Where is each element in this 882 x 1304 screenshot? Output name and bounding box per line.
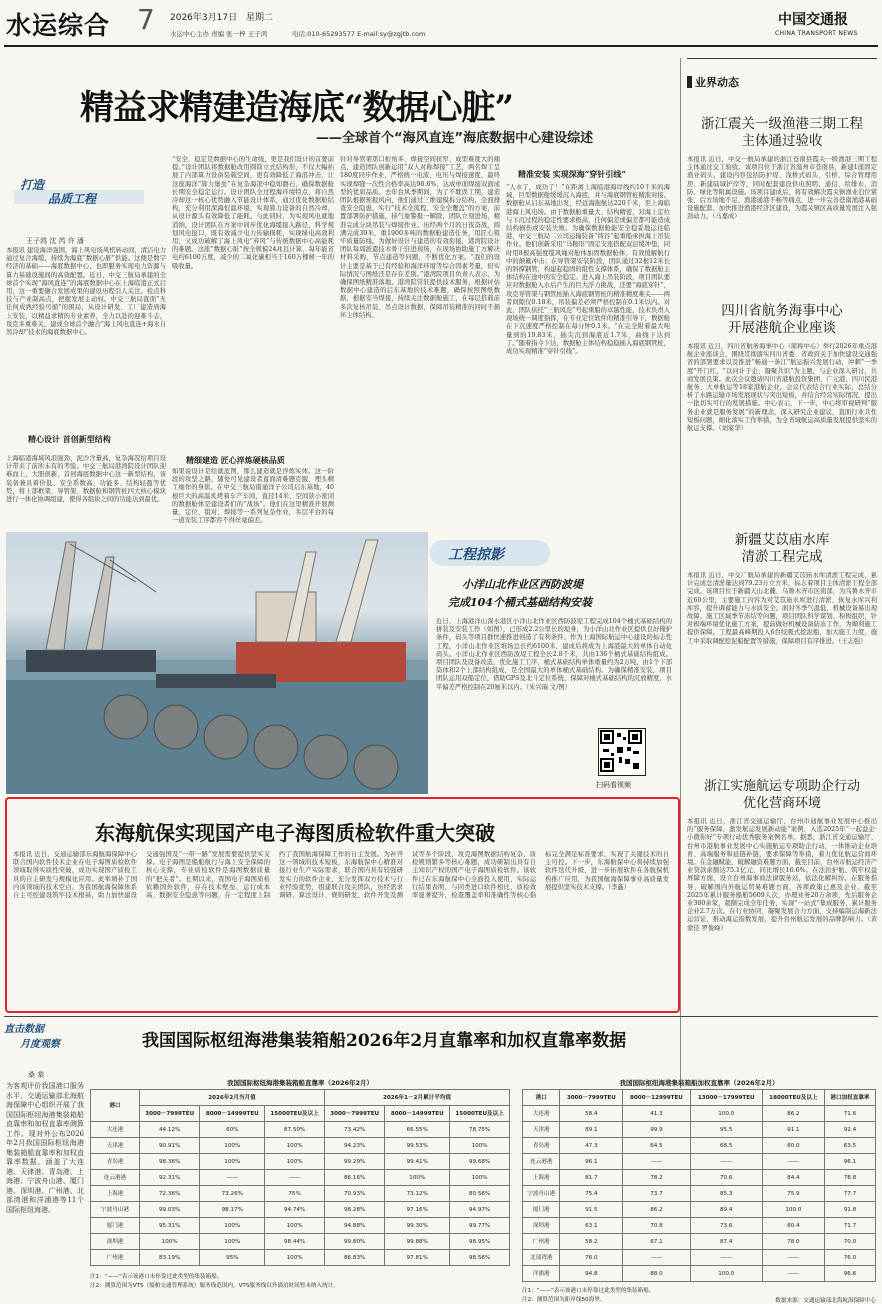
rail-heading: 业界动态 [695, 76, 739, 89]
highlight-article [5, 797, 680, 1013]
table-cell: 厦门港 [91, 1218, 140, 1234]
table-cell: 上海港 [91, 1186, 140, 1202]
table-cell: 100.0 [762, 1202, 824, 1218]
table-cell: 96.1 [560, 1154, 623, 1170]
feature-banner-text: 工程掠影 [448, 547, 504, 563]
table-cell: 100% [200, 1234, 265, 1250]
table-cell: 78.8 [824, 1170, 875, 1186]
table-cell: 75.9 [762, 1186, 824, 1202]
table-cell: 97.81% [385, 1250, 450, 1266]
stats-badge-line1: 直击数据 [4, 1024, 44, 1035]
table-cell: 70.6 [690, 1170, 762, 1186]
table2 [522, 1089, 876, 1282]
contact-line: 电话:010-65293577 E-mail:sy@zgjtb.com [292, 30, 426, 38]
table-row [523, 1202, 876, 1218]
table-cell: 92.31% [140, 1170, 200, 1186]
table-cell: 70.8 [623, 1218, 690, 1234]
table1-sub-header: 8000－14999TEU [385, 1106, 450, 1122]
table-cell: 96.1 [824, 1154, 875, 1170]
feature-body-cont [436, 718, 596, 788]
table-cell: 72.36% [140, 1186, 200, 1202]
table2-header: 港口加权直靠率 [824, 1090, 875, 1106]
stats-badge-line2: 月度观察 [20, 1039, 60, 1050]
table-cell: 100% [200, 1218, 265, 1234]
table-cell: 天津港 [91, 1138, 140, 1154]
lead-subhead-4: 精准安装 实现深海“穿针引线” [518, 169, 626, 179]
lead-subhead-1: 精心设计 首创新型结构 [28, 434, 111, 444]
table-cell: 95% [200, 1250, 265, 1266]
table-cell: 北部湾港 [523, 1250, 560, 1266]
table-cell: 98.95% [450, 1234, 510, 1250]
table-cell: 98.17% [200, 1202, 265, 1218]
section-title: 水运综合 [6, 11, 111, 40]
table-cell: 深圳港 [91, 1234, 140, 1250]
news-title-line1: 四川省航务海事中心 [721, 303, 843, 319]
table-cell: 100% [265, 1154, 325, 1170]
lead-column-3: 针对导管架第口桁角多、焊接空间狭窄、成型难度大的痛点，建造团队创新运用“双人对称焊接”工艺，两名焊工呈180度同步作业，严格统一电流、电压与焊接速度，最终实现焊缝一次性合格率高达98.6%，达成单面焊接双面成型的优质品质。去年台风季期间，为了不耽误工期，建造团队根据预报风向，他们通过三维建模拆分结构，全面排查安全隐患，实行“技术全流程、安全全覆盖”的方案，前置部署防护措施，持气象警报一解除，团队立刻进场，精准完成分块吊装与焊接作业。历经两个月的日夜奋战，圆满完成39米，重1900多吨的数据舱建造任务，用匠心筑牢质量防线。为做好设计与建造的有效衔接，港湾院设计团队每周派遣技术骨干驻进现场，在现场协助施工方解决材料采购、节点建造等问题，不断优化方案。“我们的设计主要是基于已有经验和海洋环境等综合因素考量，但实际情况与图纸还是存在差别。”港湾院项目负责人表示，为确保图纸精准落地，港湾院常驻提供技术服务，根据评估数据中心建造的启东基地的技术难题，确保按照图纸数据，根据安当焊接，持续关注数据舱施工，在每层搭载前多次复核吊装、吊点设计数据，保障吊装精准的同时不损坏主体结构。 [340, 156, 500, 319]
table-cell: 99.88% [385, 1234, 450, 1250]
table-cell: 100% [265, 1218, 325, 1234]
table-cell: —— [200, 1170, 265, 1186]
table-cell: —— [762, 1266, 824, 1282]
weighted-berthing-table [522, 1078, 876, 1304]
table-cell: 73.12% [385, 1186, 450, 1202]
table-cell: 60% [200, 1122, 265, 1138]
table-cell: 76.0 [824, 1250, 875, 1266]
table-cell: 41.3 [623, 1106, 690, 1122]
table-cell: 87.50% [265, 1122, 325, 1138]
table-cell: 98.44% [265, 1234, 325, 1250]
table-cell: 91.1 [762, 1122, 824, 1138]
table-cell: 63.5 [824, 1138, 875, 1154]
table-cell: 99.80% [324, 1234, 384, 1250]
table-cell: 80.56% [450, 1186, 510, 1202]
highlight-columns: 本报讯 近日，交通运输部东海航海保障中心联合国内软件技术企业在电子海图质检软件领域取得实质性突破，成功实现国产质检工具的自主研发与规模化应用。此举填补了国内该领域的技术空白，为我国航海保障体系自主可控建设筑牢技术根基，助力加快建设交通强国及“一带一路”发展需要提供坚实支撑。电子海图是船舶航行与海上安全保障的核心支撑，专业质检软件是海图数据质量的“把关者”。长期以来，我国电子海图质检依赖国外软件，存在技术壁垒、运行成本高、数据安全隐患等问题，在一定程度上制约了我国航海保障工作的自主发展。为补齐这一领域的技术短板，东海航保中心精准对接行业生产实际需求，联合国内具有较强研发实力的软件企业，充分发挥双方技术与行业经验优势，组建联合攻关团队，历经需求调研、算法设计、规则研发、软件开发及测试等多个阶段，攻克海图数据结构复杂、质检规则繁多等核心难题，成功研制出具有自主知识产权的国产电子海图质检软件。该软件已在东海航保中心全面投入使用，实际运行结果表明，与同类进口软件相比，质检效率显著提升，检查覆盖率和准确性等核心指标完全满足标准要求，实现了关键技术的自主可控。下一步，东海航保中心将持续加强软件迭代升级，进一步拓展软件在各航保机构推广应用，为我国航海保障事业高质量发展提供坚实技术支撑。（李鑫） [13, 851, 669, 900]
byline: 王子鸿 沈 芮 许 潘 [26, 237, 84, 245]
table-cell: 44.12% [140, 1122, 200, 1138]
table-cell: 98.36% [140, 1154, 200, 1170]
table-cell: 98.56% [450, 1250, 510, 1266]
news-body: 本报讯 近日，中交广航局承建的新疆艾苡庙水库清淤工程完成，累计完成总清淤量达到79.23万立方米，标志着项目主体清淤工程全部完成。该项目位于新疆天山北麓、乌鲁木齐市区南部，为乌鲁木齐市近60公里，主要施工内容为对艾苡庙水库进行清淤、恢复水库兴利库容，提升调蓄能力与水质安全。面对冬季气温低、机械设备易出现故障、施工区域季节冻结等问题，项目团队科学谋划、积极组织，针对极端环境优化施工方案，提前做好机械设备防冻工作，为顺利施工提供保障。工程最高峰期投入6台绞吸式挖泥船，加大施工力度，施工中采取调配挖泥船配置等措施，保障项目有序推进。（王志强） [687, 572, 877, 645]
table-cell: 67.1 [623, 1234, 690, 1250]
news-title-line2: 开展港航企业座谈 [728, 320, 836, 336]
table-cell: 78.0 [762, 1234, 824, 1250]
table2-note1: 注1：“——”表示该港口未停靠过此类型的集装箱船。 [522, 1288, 655, 1294]
table-cell: 75% [265, 1186, 325, 1202]
rail-heading-marker [687, 76, 692, 88]
table-row [91, 1250, 510, 1266]
table-cell: 95.5 [690, 1122, 762, 1138]
kicker-line2: 品质工程 [48, 192, 97, 206]
table-cell: 天津港 [523, 1122, 560, 1138]
table-cell: 70.93% [324, 1186, 384, 1202]
page-number: 7 [137, 3, 155, 36]
table-cell: 96.6 [824, 1266, 875, 1282]
table-row [523, 1218, 876, 1234]
table2-note2: 注2：测算范围为距岸线50海里。 [522, 1297, 606, 1303]
direct-berthing-table [90, 1078, 510, 1289]
table-row [523, 1122, 876, 1138]
kicker-badge [14, 176, 144, 216]
table-cell: 89.4 [690, 1202, 762, 1218]
table-cell: 63.1 [560, 1218, 623, 1234]
table-cell: 99.41% [385, 1154, 450, 1170]
photo-feature [6, 532, 676, 794]
news-title-line1: 新疆艾苡庙水库 [734, 532, 830, 548]
table-cell: 99.9 [623, 1122, 690, 1138]
table-cell: 88.0 [623, 1266, 690, 1282]
table-cell: 86.2 [762, 1106, 824, 1122]
table-cell: 87.4 [690, 1234, 762, 1250]
table-row [523, 1154, 876, 1170]
table-cell: —— [762, 1250, 824, 1266]
table-row [91, 1218, 510, 1234]
news-body: 本报讯 近日，浙江省交通运输厅、台州市通航事业发展中心推出的“服务保障，激发航运发展新动能”案例，入选2025年“一起益企·小微你好”专项行动优秀服务案例名单。据悉，浙江省交通运输厅、台州市港航事业发展中心实施航运专项助企行动，一体推动企业培育、高端服务和延链补链，要求保障等举措，着力优化航运营商环境。在金融赋能、破解融资难题方面，截至目前，台州市航运经济产业贷款余额达75.1亿元，同比增长16.6%。在法治护航、筑牢权益屏障方面，设立台州海事商法律服务站，依法化解纠纷。在服务指导、破解国内外航运贸易难题方面，各项政策已惠及企业，截至2025年累计服务船舶5609人次，办理业务20万余项，先后服务企业300余家，超额完成全年任务，实现“一站式”集成服务，累计服务企业2.7万次。在行业协同、凝聚发展合力方面，支持编制运海新法运营证，推动海运指数发展，提升台州航运发展的品牌影响力。（黄蒙佳 罗俊峰） [687, 818, 877, 932]
date-text: 2026年3月17日 [170, 13, 238, 23]
table-cell: 99.03% [140, 1202, 200, 1218]
newspaper-logo: 中国交通报 [778, 12, 848, 28]
table-cell: 94.74% [265, 1202, 325, 1218]
table-cell: 100% [450, 1138, 510, 1154]
table-cell: 广州港 [91, 1250, 140, 1266]
table-cell: 青岛港 [91, 1154, 140, 1170]
lead-subhead-2: 精细建造 匠心淬炼硬核品质 [186, 455, 285, 465]
table2-caption: 我国国际枢纽海港集装箱船加权直靠率（2026年2月） [619, 1079, 779, 1087]
table-cell: 89.1 [560, 1122, 623, 1138]
table1-note2: 注2：测算范围为VTS（船舶交通管理系统）服务线范围内，VTS服务线以外锚泊时间暂未纳入统计。 [90, 1283, 339, 1289]
news-item [687, 303, 877, 508]
table-cell: 86.16% [324, 1170, 384, 1186]
lead-column-2b: 如果说设计是绘就蓝图，那么建造就是淬炼实体。这一阶段的攻坚之路，随处可见建设者直面清难题克服、埋头精工细作的身影。在中交三航局南通洋子公司启东基地，40根巨大的高温炙烤着车产车间，直径14米、空间狭小密闭的数据舱体是建设者们的“战场”。他们在这里精准开展测量、定位、组对、焊接等一系列复杂作业，多层平台的每一道安装工序都容不得丝毫偏差。 [172, 468, 334, 525]
table-cell: 100% [385, 1170, 450, 1186]
table-cell: 连云港港 [523, 1154, 560, 1170]
table-cell: 洋浦港 [523, 1266, 560, 1282]
table-cell: 91.5 [560, 1202, 623, 1218]
table-cell: 98.28% [324, 1202, 384, 1218]
table-cell: 47.3 [560, 1138, 623, 1154]
qr-code[interactable] [598, 728, 646, 776]
news-body: 本报讯 近日，四川省航务海事中心（简称中心）举行2026年重点港航企业座谈会，围绕贯彻落实四川省委、省政府关于加快建设交通强省的部署要求以及推进“畅通一条江”航运振兴发展行动，冲刺“一季度”开门红，“以问计于企、凝聚共识”为主题，与企业深入研讨，共商发展良策。此次会议邀请四川省港航投资集团、广元港、四川民港航务、大单航运等18家港航企业。会议代表结合行业实际，总结分析了水路运输市场发展现状与突出短板，并结合经营实际情况，提出一批切实可行的发展措施。中心表示，下一步，中心将审视研判“服务企业就是服务发展”的新理念，深入研究企业建议，直面行业共性短板问题，细化落实工作举措，为全省域航运高质量发展提供坚实的航运支撑。（刘家华） [687, 343, 877, 433]
table-cell: —— [762, 1154, 824, 1170]
table1-sub-header: 3000－7999TEU [140, 1106, 200, 1122]
table-cell: 91.8 [824, 1202, 875, 1218]
news-item [687, 116, 877, 264]
news-item [687, 532, 877, 728]
table-cell: 99.53% [385, 1138, 450, 1154]
issue-date [170, 10, 273, 23]
header-rule [4, 45, 878, 47]
feature-banner [430, 540, 550, 566]
stats-byline: 桑 棠 [28, 1071, 45, 1079]
rail-top-rule [687, 58, 877, 59]
table-cell: 广州港 [523, 1234, 560, 1250]
table-row [523, 1138, 876, 1154]
lead-headline: 精益求精建造海底“数据心脏” [80, 88, 514, 128]
table1-sub-header: 8000－14999TEU [200, 1106, 265, 1122]
table1-sub-header: 15000TEU及以上 [265, 1106, 325, 1122]
table1 [90, 1089, 510, 1266]
qr-label: 扫码看视频 [596, 781, 631, 789]
table-row [523, 1170, 876, 1186]
table-cell: 85.3 [690, 1186, 762, 1202]
table-cell: 77.7 [824, 1186, 875, 1202]
table-cell: 71.6 [824, 1106, 875, 1122]
table-row [523, 1250, 876, 1266]
lead-subtitle: ——全球首个“海风直连”海底数据中心建设综述 [316, 131, 594, 146]
table-cell: 99.77% [450, 1218, 510, 1234]
table-cell: 86.2 [623, 1202, 690, 1218]
feature-title-line1: 小洋山北作业区西防波堤 [462, 578, 583, 591]
table-cell: 100% [265, 1138, 325, 1154]
rail-divider [680, 58, 681, 1088]
weekday-text: 星期二 [245, 13, 273, 23]
table-cell: 99.30% [385, 1218, 450, 1234]
table-cell: 94.97% [450, 1202, 510, 1218]
table-cell: 大连港 [91, 1122, 140, 1138]
table-cell: 81.7 [560, 1170, 623, 1186]
table-cell: 100% [265, 1250, 325, 1266]
table1-sub-header: 3000－7999TEU [324, 1106, 384, 1122]
table2-header: 8000－12999TEU [623, 1090, 690, 1106]
table-row [91, 1186, 510, 1202]
feature-body: 近日，上海港洋山深水港区小洋山北作业区西防波堤工程完成104个桶式基础结构的拼装及安装工作（如图），已形成2.2公里长的堤身，为小洋山北作业区提供良好掩护条件，码头等项目群快速推进创造了有利条件。作为上海国际航运中心建设的标志性工程，小洋山北作业区堆场总长约6100米，建成后将成为上海港最大的单体自动化码头。小洋山北作业区西防波堤工程全长2.8千米，共由136个桶式基础结构组成。项目团队及设备改造，优化施工工序，桶式基础结构单体重量约为2万吨，由1个下部筒体和2个上部结构组成，是全国最大的单体桶式基础结构。为确保精准安装，项目团队运用双船定位，借助GPS及北斗定位系统，保障对桶式基础结构的沉放精度，水平偏差严格控制在20厘米以内。（朱兴瑞 文/图） [436, 618, 672, 691]
table-cell: —— [690, 1154, 762, 1170]
table-cell: 100% [200, 1138, 265, 1154]
table2-header: 18000TEU及以上 [762, 1090, 824, 1106]
stats-section [0, 1018, 882, 1304]
table-cell: 连云港港 [91, 1170, 140, 1186]
table-cell: 75.4 [560, 1186, 623, 1202]
table-cell: —— [623, 1154, 690, 1170]
table-row [91, 1202, 510, 1218]
masthead [0, 0, 882, 52]
table-cell: 73.26% [200, 1186, 265, 1202]
table-cell: 厦门港 [523, 1202, 560, 1218]
industry-news [683, 58, 878, 1088]
table-row [91, 1122, 510, 1138]
stats-badge [4, 1020, 94, 1054]
table-cell: 宁波舟山港 [91, 1202, 140, 1218]
table-row [523, 1106, 876, 1122]
news-title-line2: 主体通过验收 [741, 133, 823, 149]
news-title-line2: 清淤工程完成 [741, 549, 823, 565]
table-cell: 100% [450, 1170, 510, 1186]
table-cell: —— [623, 1250, 690, 1266]
table1-group-header: 2026年1－2月累计平均值 [324, 1090, 509, 1106]
table2-source: 数据来源：交通运输部北海航海保障中心 [775, 1298, 876, 1304]
news-title-line1: 浙江震关一级渔港三期工程 [701, 116, 863, 132]
table2-header: 13000－17999TEU [690, 1090, 762, 1106]
table-cell: 94.23% [324, 1138, 384, 1154]
lead-column-4: “人水了，成功了！”在距离上海临港海岸线约10千米的海域，巨型数据舱缓缓沉入海底，并与海底钢管桩精准对接。数据舱从启东基地出发，经远海拖航达220千米，至上海临港海上风电场。由于数据舱重量大、结构精密，对海上定位与下沉过程的稳定性要求极高，任何偏差或偏差都可能造成结构损伤或安装失败。为确保数据舱能安全稳妥地运往临港，中交三航局二公司运输装备“铸谷”起重船承担海上吊装作业。他们创新采用“马鞍形”固定支座搭配双层缓冲垫，同时用8根高强度缆风绳对舱体加固数据舱体，有效缓解航行中的颠簸冲击；在导管架安装阶段，团队通过32根12米长的斜撑钢管，构建起稳固的组性支撑体系，确保了数据舱主体结构在途中的安全稳定。进入海上吊装阶段，项目团队要应对数据舱入水后产生的巨大浮力挑战，还要“海底穿针”，攻克导管架与钢管桩插入海底钢管桩的精准精度难关——两者间隙仅0.18米，吊装偏差必须严格控制在0.1米以内。对此，团队依托“三航风范”号起重船的卓越性能，技术负责人现场统一调度指挥，在专业定位软件的精准引导下，数据舱在下沉速度严格控制在每分钟0.1米。“在完全附着最大吨量到的19.83米，插尖沉到海底近1.7米，曲线下达到了。”随着指令下达，数据舱主体结构稳稳插入海底钢管桩，成功实现精准“穿针引线”。 [506, 184, 670, 356]
table1-caption: 我国国际枢纽海港集装箱船直靠率（2026年2月） [226, 1079, 374, 1087]
table1-group-header: 2026年2月当月值 [140, 1090, 325, 1106]
table-row [91, 1170, 510, 1186]
table1-note1: 注1：“——”表示该港口未停靠过此类型的集装箱船。 [90, 1274, 223, 1280]
table2-header: 3000－7999TEU [560, 1090, 623, 1106]
table-cell: —— [265, 1170, 325, 1186]
table-cell: 100% [140, 1234, 200, 1250]
table-cell: 100.0 [690, 1266, 762, 1282]
news-title-line2: 优化营商环境 [742, 796, 821, 811]
table-cell: 上海港 [523, 1170, 560, 1186]
table-cell: 66.55% [385, 1122, 450, 1138]
table-row [91, 1138, 510, 1154]
table-cell: 73.7 [623, 1186, 690, 1202]
table-cell: 94.8 [560, 1266, 623, 1282]
table-cell: 64.5 [623, 1138, 690, 1154]
table-cell: 100.0 [690, 1106, 762, 1122]
table-cell: 58.4 [560, 1106, 623, 1122]
table-cell: 90.91% [140, 1138, 200, 1154]
table-cell: 80.0 [762, 1138, 824, 1154]
table-cell: 73.42% [324, 1122, 384, 1138]
stats-top-rule [4, 1016, 878, 1017]
table-cell: 宁波舟山港 [523, 1186, 560, 1202]
newspaper-logo-en: CHINA TRANSPORT NEWS [775, 30, 858, 37]
table-cell: 94.88% [324, 1218, 384, 1234]
news-body: 本报讯 近日，中交一航局承建的浙江苍南县霞关一级渔港三期工程主体通过交工验收。该项目位于浙江省温州市苍南县，新建1座固定渔业码头，建设内容包括防护堤、浅桥式码头、引桥、综合管理用房、新建陆域护岸等，同时配套建设供电照明、通信、给排水、消防、绿化等附属设施。该项目建成后，将有效解决霞关镇渔业泊位紧张、后方场地不足、渔港通港不畅等痛点，进一步完善苍南渔港基础设施配套，加快推进渔港经济区建设，为霞关镇区高质量发展注入强劲动力。（马嘉成） [687, 156, 877, 221]
table-row [91, 1234, 510, 1250]
table-cell: 78.2 [623, 1170, 690, 1186]
table-cell: 92.4 [824, 1122, 875, 1138]
table-cell: 68.5 [690, 1138, 762, 1154]
table-cell: 80.4 [762, 1218, 824, 1234]
crane-ship-illustration [6, 532, 428, 794]
table-cell: 73.6 [690, 1218, 762, 1234]
table-cell: 97.16% [385, 1202, 450, 1218]
news-title-line1: 浙江实施航运专项助企行动 [703, 779, 860, 794]
lead-column-2: “安全、稳定是数据中心的生命线，更是我们设计的首要前提。”设计团队将数据舱改用圆筒立式结构形，不仅大幅拓展了内部算力设备装载空间，更有效降低了海浪冲击，让这座海洋“算力堡垒”在复杂海况中稳如磐石，确保数据舱长期安全稳定运行。设计团队全过程海环境特点，将自然冷却这一核心优势融入节能设计体系，通过优化数据舱结构，充分利用深海恒温环境，实现算力设备的自然冷却，从设计源头有效降低了能耗。与此同时，为实现风电就地消纳，设计团队在方案中同步优化海缆接入路径，科学规划风电接口，既有效减少电力传输损耗，实现绿电高效利用，又成功破解了海上风电“弃风”与传统数据中心高能耗的难题。这座“数据心脏”按全规模24兆瓦计算，每年能省电约6100万度，减少的二氧化碳相当于160万棵树一年的吸收量。 [172, 156, 334, 270]
table-cell: 99.29% [324, 1154, 384, 1170]
table-cell: 99.68% [450, 1154, 510, 1170]
table-cell: 深圳港 [523, 1218, 560, 1234]
table-cell: 58.2 [560, 1234, 623, 1250]
table-cell: —— [690, 1250, 762, 1266]
table2-header: 港口 [523, 1090, 560, 1106]
table-row [523, 1234, 876, 1250]
table-cell: 86.83% [324, 1250, 384, 1266]
highlight-headline: 东海航保实现国产电子海图质检软件重大突破 [95, 821, 495, 845]
table-cell: 95.31% [140, 1218, 200, 1234]
table-cell: 青岛港 [523, 1138, 560, 1154]
kicker-line1: 打造 [20, 178, 45, 192]
table1-sub-header: 15000TEU及以上 [450, 1106, 510, 1122]
table-cell: 84.4 [762, 1170, 824, 1186]
qr-pattern-icon [599, 729, 643, 773]
stats-headline: 我国国际枢纽海港集装箱船2026年2月直靠率和加权直靠率数据 [142, 1031, 627, 1051]
table-cell: 76.0 [560, 1250, 623, 1266]
feature-title-line2: 完成104个桶式基础结构安装 [448, 596, 592, 609]
table-cell: 70.0 [824, 1234, 875, 1250]
table-cell: 100% [200, 1154, 265, 1170]
table-row [91, 1154, 510, 1170]
table-cell: 大连港 [523, 1106, 560, 1122]
table1-port-header: 港口 [91, 1090, 140, 1122]
table-row [523, 1186, 876, 1202]
table-cell: 71.7 [824, 1218, 875, 1234]
table-row [523, 1266, 876, 1282]
harbor-photo [6, 532, 428, 794]
table-cell: 78.75% [450, 1122, 510, 1138]
stats-intro: 为客观评价我国港口服务水平，交通运输部北海航海保障中心组织开展了我国国际枢纽海港集装箱船直靠率和加权直靠率测算工作。现对外公布2026年2月我国国际枢纽海港集装箱船直靠率和加权直靠率数据，涵盖了大连港、天津港、青岛港、上海港、宁波舟山港、厦门港、深圳港、广州港、北部湾港和洋浦港等11个国际枢纽海港。 [6, 1082, 84, 1214]
lead-column-1: 本报讯 建设海洋强国，海上风电场风机转动间，清洁电力通过复合海缆，持续为海底“数据心脏”供能。这便是数字经济的基础——海底数据中心，也即服务实现电力资源与算力基础设施间的高效配置。近日，中交三航局承建的全球首个实现“海风直连”的海底数据中心在上海临港正式启用，这一重要融合发展成果的建设历程引人关注。检点科技与产业制高点，把握发展主动权。中交三航局直面“无任何成熟经验可循”的困局，从设计研发、工厂建造到海上安装，以精益求精的专业素养，全力以赴的迎难斗志，攻克多重难关，建成全球首个融合“海上风电直连+海水自然冷却”技术的海底数据中心。 [6, 247, 166, 337]
lead-column-1b: 上海临港海域风浪强劲、泥沙含量高，复杂海况给项目设计带来了前所未有的考验。中交三航局港湾院设计团队迎难而上，大胆创新，首创海底数据中心这一新型结构，该装备兼具着价低、安全系数高、功能多、结构轻盈等优势，将上部框架、导管架、数据舱和钢管桩四大核心模块进行一体化协调组建，使得各组块之间的功能达到最优。 [6, 455, 166, 504]
table-cell: 83.19% [140, 1250, 200, 1266]
editors-line: 水运中心主办 责编 张一梓 王子鸿 [170, 30, 268, 38]
